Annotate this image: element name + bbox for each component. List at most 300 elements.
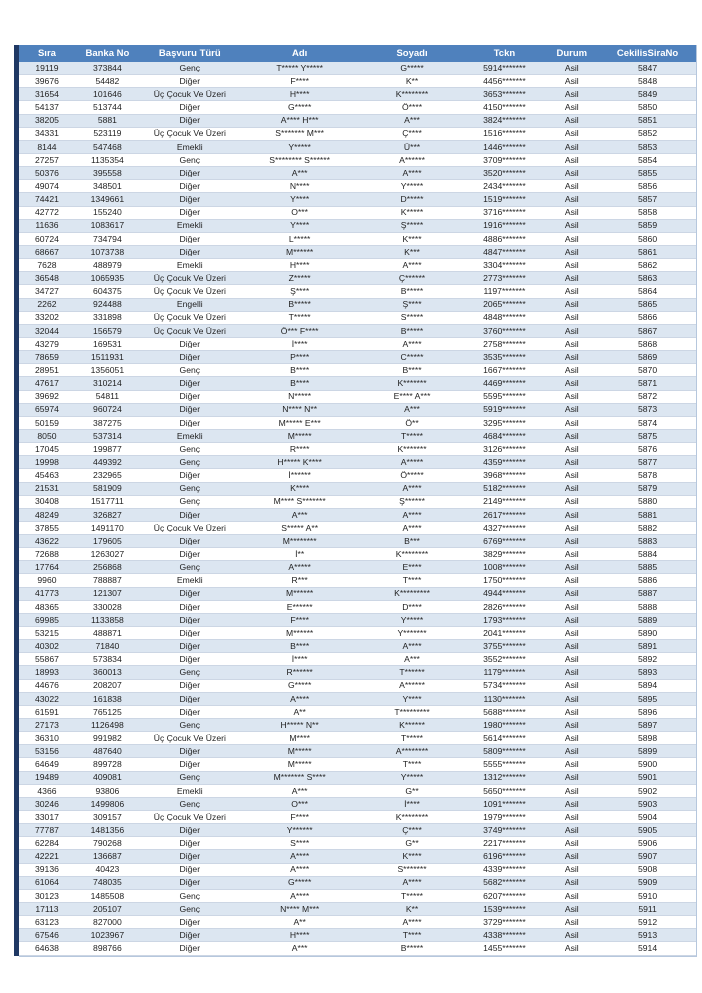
table-cell: Ü*** [403,142,421,152]
table-cell: Asil [564,182,579,191]
table-cell: Asil [564,287,579,296]
table-cell: 5852 [637,129,658,139]
table-cell: Ş**** [290,287,310,296]
table-row [19,338,696,351]
table-cell: G** [405,786,419,796]
table-cell: 5182******* [483,484,526,493]
table-row [19,903,696,916]
table-row [19,443,696,456]
table-cell: 5867 [637,326,658,336]
table-cell: Ş****** [399,497,425,506]
table-cell: 1446******* [483,142,526,152]
table-cell: 1349661 [90,195,125,204]
table-row [19,325,696,338]
table-cell: 39136 [35,865,59,874]
table-cell: 5869 [637,352,658,362]
table-cell: Genç [179,668,201,677]
table-cell: Asil [564,694,579,704]
table-cell: E****** [286,602,313,612]
table-row [19,456,696,469]
table-cell: Asil [564,628,579,638]
table-cell: G***** [400,63,424,73]
table-cell: 5897 [637,720,658,730]
table-cell: M**** [289,733,310,743]
table-cell: A*** [291,168,308,178]
table-cell: Y****** [286,825,313,835]
table-cell: 1517711 [90,497,124,506]
table-cell: 47617 [35,379,59,388]
table-cell: 61064 [35,878,59,888]
table-cell: 395558 [93,168,122,178]
table-cell: Diğer [179,471,201,480]
table-cell: H**** [289,931,310,940]
table-cell: 5848 [637,76,658,86]
table-cell: 54482 [95,76,120,86]
table-cell: 1916******* [483,221,526,231]
table-cell: D***** [400,195,424,204]
table-cell: Asil [564,195,579,204]
table-cell: 43279 [35,339,59,349]
table-cell: 5908 [637,865,658,874]
table-cell: Asil [564,891,579,901]
table-cell: 765125 [93,707,122,717]
table-cell: Y**** [290,221,310,231]
table-cell: A****** [399,155,425,165]
table-cell: 5860 [637,234,658,244]
table-cell: K**** [402,852,422,861]
table-cell: 1485508 [90,891,125,901]
header-cell: Soyadı [396,48,428,59]
table-cell: Asil [564,576,579,585]
table-cell: 4339******* [483,865,526,874]
table-cell: İ****** [288,471,311,480]
table-cell: 5555******* [483,760,526,769]
table-cell: 1197******* [483,287,526,296]
table-cell: A*** [291,510,308,520]
table-cell: 33202 [35,313,59,323]
table-cell: N**** N** [282,405,318,415]
table-row [19,509,696,522]
table-row [19,666,696,679]
table-cell: 330028 [93,602,122,612]
table-cell: A*** [404,655,420,664]
table-cell: Üç Çocuk Ve Üzeri [153,523,226,533]
table-cell: 64649 [35,760,59,769]
table-cell: Diğer [179,760,201,769]
table-cell: T***** [401,733,424,743]
table-cell: 1133858 [90,615,124,625]
table-row [19,732,696,745]
table-cell: 1312******* [483,773,526,782]
table-cell: 1065935 [90,274,125,283]
table-cell: 5877 [637,457,658,467]
table-cell: 310214 [93,379,122,388]
table-cell: B**** [290,379,310,388]
table-row [19,193,696,206]
table-cell: 5878 [637,471,658,480]
table-row [19,798,696,811]
table-cell: 409081 [93,773,122,782]
table-cell: Diğer [179,103,201,112]
table-cell: 581909 [93,484,122,493]
table-row [19,811,696,824]
table-cell: Üç Çocuk Ve Üzeri [153,287,226,296]
table-cell: 32044 [35,326,59,336]
table-cell: A******** [395,747,429,756]
table-cell: 2758******* [483,339,526,349]
table-cell: A***** [288,563,311,572]
table-cell: 2262 [37,300,57,309]
table-cell: Diğer [179,641,201,651]
table-cell: A** [293,917,306,927]
table-cell: 232965 [93,471,122,480]
table-cell: R**** [289,444,310,454]
table-cell: 5861 [637,247,658,257]
table-cell: M***** [287,747,312,756]
table-row [19,483,696,496]
table-cell: 1023967 [90,931,125,940]
table-cell: Genç [179,444,201,454]
table-cell: 37855 [35,523,59,533]
table-cell: 1491170 [90,523,124,533]
table-cell: 9960 [37,576,57,585]
table-cell: F**** [290,812,309,822]
table-cell: A*** [291,944,308,953]
table-row [19,364,696,377]
table-cell: 38205 [35,116,59,125]
table-cell: Diğer [179,681,201,690]
table-row [19,535,696,548]
table-row [19,824,696,837]
table-cell: M****** [286,247,314,257]
table-cell: K***** [400,208,424,217]
table-cell: S******* [397,865,427,874]
table-cell: B**** [290,641,310,651]
table-cell: 48249 [35,510,59,520]
table-cell: 39692 [35,392,59,401]
table-row [19,154,696,167]
table-cell: 5873 [637,405,658,415]
table-cell: 898766 [93,944,122,953]
table-cell: K********* [394,589,430,598]
table-cell: A****** [399,681,425,690]
table-cell: Asil [564,839,579,848]
table-cell: Diğer [179,208,201,217]
table-cell: Emekli [176,786,203,796]
table-cell: Asil [564,799,579,809]
table-cell: G***** [287,878,312,888]
table-cell: Y***** [400,773,424,782]
table-cell: Y**** [290,195,310,204]
table-cell: S***** A** [281,523,319,533]
table-cell: Diğer [179,195,201,204]
table-cell: 2217******* [483,839,526,848]
table-cell: B***** [288,300,311,309]
table-cell: Diğer [179,510,201,520]
table-cell: T***** Y***** [276,63,323,73]
table-cell: 3829******* [483,549,526,559]
table-cell: Genç [179,63,201,73]
table-cell: 4338******* [483,931,526,940]
table-cell: Diğer [179,931,201,940]
table-cell: 2434******* [483,182,526,191]
table-cell: Asil [564,878,579,888]
table-cell: 487640 [93,747,122,756]
table-cell: Üç Çocuk Ve Üzeri [153,129,226,139]
table-row [19,62,696,75]
table-cell: A*** [404,116,420,125]
table-cell: 5881 [637,510,658,520]
table-cell: T**** [402,760,422,769]
table-cell: 36548 [35,274,59,283]
table-cell: 924488 [93,300,122,309]
table-cell: 1481356 [90,825,125,835]
table-cell: 5865 [637,300,658,309]
table-cell: 5906 [637,839,658,848]
table-cell: Emekli [176,576,203,585]
table-cell: Üç Çocuk Ve Üzeri [153,274,226,283]
table-cell: Asil [564,589,579,598]
table-cell: Asil [564,379,579,388]
table-cell: 78659 [35,352,59,362]
table-cell: 5614******* [483,733,526,743]
table-cell: D**** [402,602,422,612]
table-row [19,588,696,601]
table-cell: 3755******* [483,641,526,651]
table-cell: Diğer [179,707,201,717]
table-cell: C***** [400,352,424,362]
table-cell: Genç [179,720,201,730]
table-cell: Asil [564,615,579,625]
table-cell: A**** [290,891,310,901]
table-cell: 6196******* [483,852,526,861]
table-cell: 3653******* [483,90,526,99]
table-cell: 5905 [637,825,658,835]
table-row [19,850,696,863]
table-cell: Diğer [179,116,201,125]
table-cell: 3760******* [483,326,526,336]
table-cell: 4886******* [483,234,526,244]
table-row [19,706,696,719]
table-cell: Genç [179,891,201,901]
table-cell: 513744 [93,103,122,112]
table-cell: 1511931 [90,352,124,362]
table-cell: Asil [564,221,579,231]
table-cell: İ**** [291,655,308,664]
table-cell: Asil [564,155,579,165]
table-cell: 45463 [35,471,59,480]
table-cell: Asil [564,812,579,822]
table-cell: 1519******* [483,195,526,204]
table-cell: 71840 [95,641,120,651]
table-cell: 93806 [95,786,120,796]
table-cell: Diğer [179,615,201,625]
table-row [19,115,696,128]
table-cell: Üç Çocuk Ve Üzeri [153,90,226,99]
table-row [19,719,696,732]
table-cell: K**** [290,484,310,493]
table-cell: K** [405,904,419,914]
table-cell: 65974 [35,405,59,415]
table-cell: 748035 [93,878,122,888]
table-cell: Y******* [397,628,427,638]
table-cell: 1126498 [90,720,124,730]
table-cell: 5880 [637,497,658,506]
table-cell: 449392 [93,457,122,467]
table-cell: 5868 [637,339,658,349]
table-cell: 5914******* [483,63,526,73]
table-cell: 256868 [93,563,122,572]
table-row [19,942,696,955]
table-cell: 31654 [35,90,59,99]
table-cell: 8050 [37,431,57,441]
table-cell: Emekli [176,431,203,441]
table-cell: A**** [402,641,422,651]
table-cell: M****** [286,589,314,598]
table-cell: Genç [179,457,201,467]
table-cell: K******** [395,812,429,822]
table-cell: 5682******* [483,878,526,888]
table-cell: 5862 [637,260,658,270]
table-cell: Asil [564,786,579,796]
table-row [19,233,696,246]
table-cell: 5895 [637,694,658,704]
table-row [19,391,696,404]
table-cell: T********* [394,707,430,717]
table-cell: 3729******* [483,917,526,927]
table-cell: E**** [402,563,422,572]
table-cell: 19119 [35,63,59,73]
table-cell: 21531 [35,484,59,493]
table-cell: Emekli [176,142,203,152]
table-cell: 17113 [35,904,59,914]
table-cell: Diğer [179,865,201,874]
table-cell: Asil [564,339,579,349]
table-cell: 5883 [637,536,658,546]
table-cell: 5887 [637,589,658,598]
table-body [19,62,696,956]
table-cell: 734794 [93,234,122,244]
table-cell: 50159 [35,418,59,428]
table-cell: 5914 [637,944,658,953]
table-cell: 7628 [37,260,57,270]
table-cell: 33017 [35,812,59,822]
table-cell: Asil [564,668,579,677]
table-cell: K******** [395,549,429,559]
table-cell: İ** [295,549,305,559]
table-cell: Ş***** [400,221,424,231]
table-cell: Engelli [176,300,203,309]
table-cell: Asil [564,707,579,717]
table-cell: F**** [290,615,309,625]
table-cell: 604375 [93,287,122,296]
table-cell: Asil [564,326,579,336]
table-cell: Genç [179,904,201,914]
table-cell: Diğer [179,352,201,362]
table-cell: 5910 [637,891,658,901]
table-cell: 2041******* [483,628,526,638]
table-cell: F**** [290,76,309,86]
table-cell: Asil [564,116,579,125]
table-cell: Asil [564,641,579,651]
table-row [19,601,696,614]
table-cell: Asil [564,457,579,467]
table-cell: 28951 [35,366,59,375]
table-cell: 169531 [93,339,122,349]
table-cell: 1091******* [483,799,526,809]
table-row [19,404,696,417]
table-cell: Genç [179,155,201,165]
table-cell: 827000 [93,917,122,927]
table-cell: M***** [287,760,312,769]
table-cell: Asil [564,103,579,112]
table-cell: A**** [290,694,310,704]
table-cell: Asil [564,444,579,454]
table-cell: Ş**** [402,300,422,309]
table-cell: 199877 [93,444,122,454]
table-row [19,548,696,561]
table-cell: 5856 [637,182,658,191]
table-cell: 5891 [637,641,658,651]
table-cell: Asil [564,431,579,441]
table-cell: 1135354 [90,155,124,165]
table-cell: 179605 [93,536,122,546]
table-cell: Asil [564,747,579,756]
table-cell: 68667 [35,247,59,257]
table-cell: 4327******* [483,523,526,533]
table-cell: 101646 [93,90,122,99]
table-cell: Asil [564,549,579,559]
header-cell: Adı [291,48,308,59]
table-cell: 5875 [637,431,658,441]
table-cell: O*** [291,799,308,809]
table-cell: Asil [564,681,579,690]
table-cell: 48365 [35,602,59,612]
table-cell: 5855 [637,168,658,178]
table-cell: İ**** [404,799,420,809]
table-cell: Diğer [179,602,201,612]
table-cell: S******** S****** [269,155,330,165]
table-cell: 387275 [93,418,122,428]
table-cell: 4359******* [483,457,526,467]
table-cell: Genç [179,799,201,809]
table-cell: Diğer [179,168,201,178]
table-cell: 537314 [93,431,122,441]
header-cell: CekilisSiraNo [616,48,679,59]
table-cell: K**** [402,234,422,244]
table-cell: A*** [404,405,420,415]
table-cell: A** [293,707,306,717]
table-cell: R****** [286,668,313,677]
table-cell: 205107 [93,904,122,914]
table-row [19,758,696,771]
table-cell: G***** [287,681,312,690]
table-cell: 53215 [35,628,59,638]
table-row [19,180,696,193]
table-cell: 5881 [97,116,117,125]
table-cell: Genç [179,484,201,493]
table-cell: 5870 [637,366,658,375]
table-cell: 5896 [637,707,658,717]
table-cell: 5894 [637,681,658,690]
table-cell: T**** [402,931,422,940]
table-cell: Asil [564,234,579,244]
table-cell: 5650******* [483,786,526,796]
table-cell: 40302 [35,641,59,651]
table-cell: 5882 [637,523,658,533]
table-cell: 5893 [637,668,658,677]
table-cell: Asil [564,510,579,520]
